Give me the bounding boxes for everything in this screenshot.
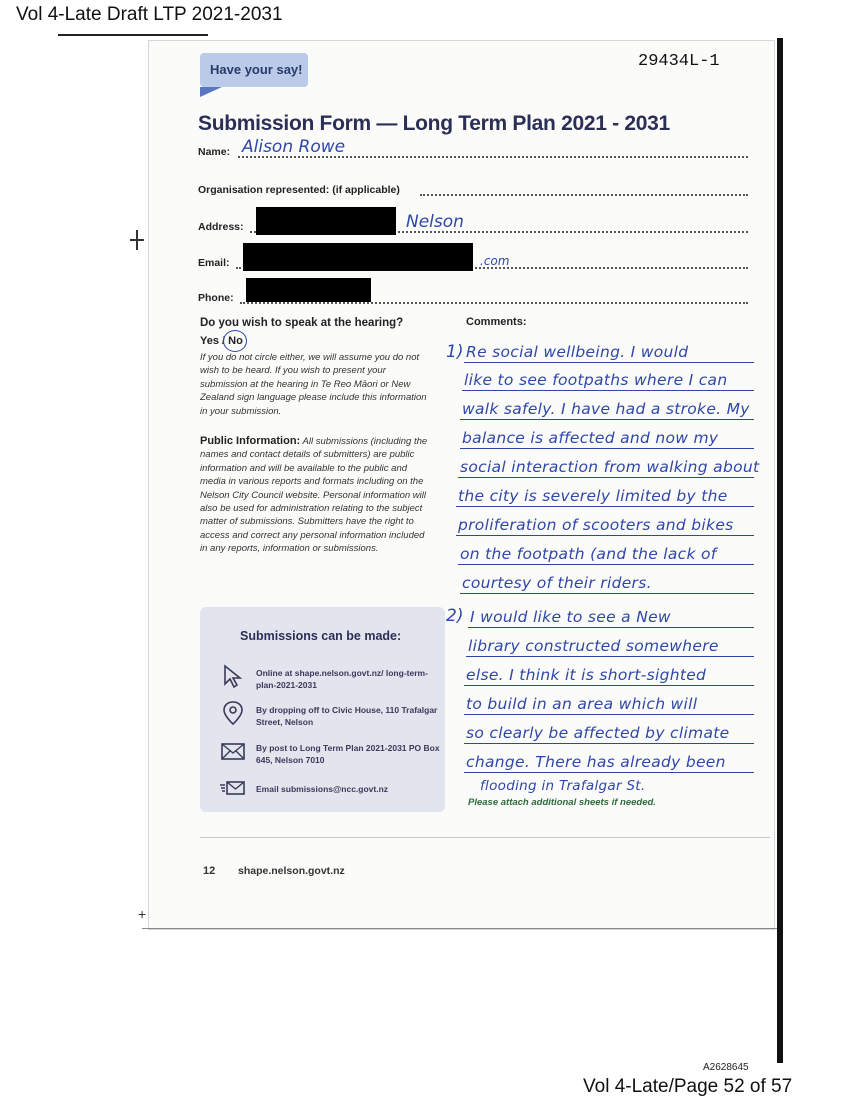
underline bbox=[460, 448, 754, 449]
redaction-email bbox=[243, 243, 473, 271]
name-field bbox=[198, 137, 748, 160]
phone-dots bbox=[240, 302, 748, 304]
address-value: Nelson bbox=[406, 212, 464, 232]
scan-bottom-edge bbox=[142, 928, 782, 929]
comment-line: social interaction from walking about bbox=[460, 458, 760, 476]
comment-number-2: 2) bbox=[446, 606, 464, 626]
underline bbox=[460, 593, 754, 594]
crop-mark: + bbox=[138, 906, 147, 922]
underline bbox=[464, 685, 754, 686]
organisation-label: Organisation represented: (if applicable) bbox=[198, 184, 400, 196]
comment-line: walk safely. I have had a stroke. My bbox=[462, 400, 750, 418]
page-footer: Vol 4-Late/Page 52 of 57 bbox=[583, 1076, 793, 1097]
organisation-dots bbox=[420, 194, 748, 196]
email-field bbox=[198, 251, 748, 271]
underline bbox=[464, 743, 754, 744]
submit-online-text: Online at shape.nelson.govt.nz/ long-term-plan-2021-2031 bbox=[256, 668, 428, 690]
public-information bbox=[200, 435, 428, 556]
comments-label: Comments: bbox=[466, 316, 527, 328]
underline bbox=[464, 714, 754, 715]
comment-line: courtesy of their riders. bbox=[462, 574, 652, 592]
comment-line: else. I think it is short-sighted bbox=[466, 666, 707, 684]
scanned-form bbox=[138, 40, 775, 930]
form-bottom-rule bbox=[200, 837, 770, 838]
form-title: Submission Form — Long Term Plan 2021 - 2031 bbox=[198, 112, 670, 135]
email-send-icon bbox=[220, 775, 246, 801]
comment-line: like to see footpaths where I can bbox=[464, 371, 728, 389]
form-page-number: 12 bbox=[203, 865, 216, 877]
address-label: Address: bbox=[198, 221, 244, 233]
redaction-phone bbox=[246, 278, 371, 302]
underline bbox=[456, 535, 754, 536]
comment-line: so clearly be affected by climate bbox=[466, 724, 730, 742]
comment-line: I would like to see a New bbox=[470, 608, 671, 626]
underline bbox=[462, 390, 754, 391]
redaction-address bbox=[256, 207, 396, 235]
comment-line: Re social wellbeing. I would bbox=[466, 343, 689, 361]
comment-line: to build in an area which will bbox=[466, 695, 698, 713]
underline bbox=[456, 506, 754, 507]
submissions-title: Submissions can be made: bbox=[240, 629, 402, 643]
submit-civic-house bbox=[220, 700, 440, 734]
document-id: A2628645 bbox=[703, 1062, 749, 1073]
public-info-heading: Public Information: bbox=[200, 435, 301, 447]
comment-line: library constructed somewhere bbox=[468, 637, 719, 655]
underline bbox=[468, 627, 754, 628]
underline bbox=[464, 362, 754, 363]
comment-line: flooding in Trafalgar St. bbox=[480, 778, 646, 794]
yes-no-options: Yes / No bbox=[200, 335, 243, 347]
header-rule bbox=[58, 34, 208, 36]
comment-line: proliferation of scooters and bikes bbox=[458, 516, 734, 534]
comment-line: change. There has already been bbox=[466, 753, 726, 771]
badge-tail bbox=[200, 87, 222, 97]
comment-line: on the footpath (and the lack of bbox=[460, 545, 717, 563]
underline bbox=[458, 564, 754, 565]
submit-email-text: Email submissions@ncc.govt.nz bbox=[256, 784, 389, 794]
underline bbox=[460, 419, 754, 420]
speak-question: Do you wish to speak at the hearing? bbox=[200, 317, 404, 329]
submissions-box bbox=[200, 607, 445, 812]
phone-field bbox=[198, 286, 748, 306]
submit-email bbox=[220, 775, 440, 809]
comment-number-1: 1) bbox=[446, 342, 464, 362]
email-label: Email: bbox=[198, 257, 230, 269]
submit-online bbox=[220, 663, 440, 697]
submit-civic-text: By dropping off to Civic House, 110 Trafalgar Street, Nelson bbox=[256, 705, 438, 727]
envelope-icon bbox=[220, 738, 246, 764]
phone-label: Phone: bbox=[198, 292, 234, 304]
speak-note: If you do not circle either, we will assume you do not wish to be heard. If you wish to present your submission at the hearing in Te Reo Māori or New Zealand sign language please include this information in your submission. bbox=[200, 352, 427, 417]
underline bbox=[466, 656, 754, 657]
location-pin-icon bbox=[220, 700, 246, 726]
document-header: Vol 4-Late Draft LTP 2021-2031 bbox=[16, 4, 283, 25]
attach-note: Please attach additional sheets if needed. bbox=[468, 797, 656, 808]
form-footer-url: shape.nelson.govt.nz bbox=[238, 865, 345, 877]
scan-mark-horizontal bbox=[130, 239, 144, 241]
name-value: Alison Rowe bbox=[242, 137, 346, 157]
address-field bbox=[198, 212, 748, 235]
organisation-field bbox=[198, 178, 748, 198]
no-selection-circle bbox=[223, 330, 247, 352]
name-label: Name: bbox=[198, 146, 231, 158]
have-your-say-badge: Have your say! bbox=[200, 53, 308, 87]
email-value: .com bbox=[480, 254, 510, 268]
submit-post-text: By post to Long Term Plan 2021-2031 PO Box 645, Nelson 7010 bbox=[256, 743, 440, 765]
underline bbox=[464, 772, 754, 773]
reference-code: 29434L-1 bbox=[638, 52, 720, 71]
underline bbox=[458, 477, 754, 478]
comment-line: the city is severely limited by the bbox=[458, 487, 728, 505]
submit-post bbox=[220, 738, 440, 772]
comment-line: balance is affected and now my bbox=[462, 429, 719, 447]
public-info-text: All submissions (including the names and contact details of submitters) are public information and will be available to the public and media in various reports and formats including on the Nelson City Council website. Personal information will also be used for administration relating to the subject matter of submissions. Submitters have the right to access and correct any personal information included in any reports, information or submissions. bbox=[200, 436, 428, 555]
scan-right-edge bbox=[777, 38, 783, 1063]
cursor-icon bbox=[220, 663, 246, 689]
